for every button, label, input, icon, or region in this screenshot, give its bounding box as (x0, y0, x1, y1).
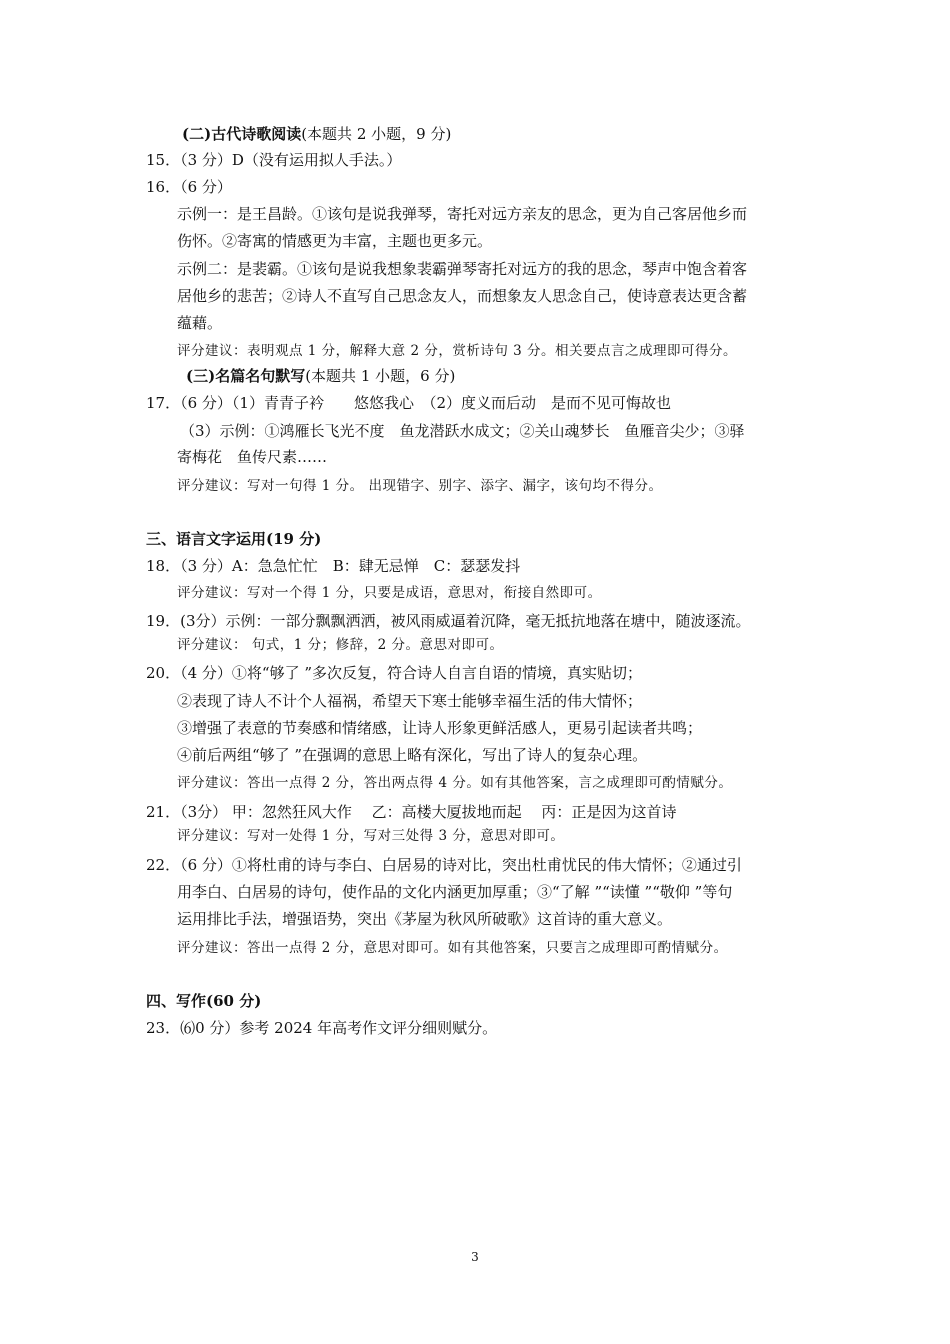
section-3-heading (186, 366, 455, 386)
q17-line2: （3）示例：①鸿雁长飞光不度 鱼龙潜跃水成文；②关山魂梦长 鱼雁音尖少；③驿 (180, 422, 745, 440)
q21-grading: 评分建议：写对一处得 1 分，写对三处得 3 分，意思对即可。 (177, 828, 565, 844)
q20-line2: ②表现了诗人不计个人福祸，希望天下寒士能够幸福生活的伟大情怀； (177, 692, 643, 710)
section-3-note: (本题共 1 小题，6 分) (305, 367, 456, 385)
page-number: 3 (471, 1250, 479, 1264)
q20-grading: 评分建议：答出一点得 2 分，答出两点得 4 分。如有其他答案，言之成理即可酌情赋分。 (177, 775, 733, 791)
q22-line1: 22．（6 分）①将杜甫的诗与李白、白居易的诗对比，突出杜甫忧民的伟大情怀；②通过引 (146, 856, 742, 874)
q17-line1: 17．（6 分）（1）青青子衿 悠悠我心 （2）度义而后动 是而不见可悔故也 (146, 394, 671, 412)
q16-example1-line1: 示例一：是王昌龄。①该句是说我弹琴，寄托对远方亲友的思念，更为自己客居他乡而 (177, 205, 748, 223)
q16-example1-line2: 伤怀。②寄寓的情感更为丰富，主题也更多元。 (177, 232, 493, 250)
q15-answer: 15．（3 分）D（没有运用拟人手法。） (146, 151, 402, 169)
section-3-title: (三)名篇名句默写 (186, 367, 306, 385)
q19-answer: 19．(3分）示例：一部分飘飘洒洒，被风雨威逼着沉降，毫无抵抗地落在塘中，随波逐流。 (146, 612, 751, 630)
q20-line1: 20．（4 分）①将“够了 ”多次反复，符合诗人自言自语的情境，真实贴切； (146, 664, 643, 682)
part-4-heading: 四、写作(60 分) (146, 992, 262, 1010)
part-3-heading: 三、语言文字运用(19 分) (146, 530, 322, 548)
q22-line2: 用李白、白居易的诗句，使作品的文化内涵更加厚重；③“了解 ”“读懂 ”“敬仰 ”等句 (177, 883, 733, 901)
q19-grading: 评分建议： 句式，1 分；修辞，2 分。意思对即可。 (177, 637, 504, 653)
q22-grading: 评分建议：答出一点得 2 分，意思对即可。如有其他答案，只要言之成理即可酌情赋分。 (177, 940, 728, 956)
section-2-title: (二)古代诗歌阅读 (182, 125, 302, 143)
section-2-heading (182, 124, 451, 144)
q20-line3: ③增强了表意的节奏感和情绪感，让诗人形象更鲜活感人，更易引起读者共鸣； (177, 719, 703, 737)
q17-line3: 寄梅花 鱼传尺素…… (177, 448, 328, 466)
q17-grading: 评分建议：写对一句得 1 分。 出现错字、别字、添字、漏字，该句均不得分。 (177, 478, 663, 494)
section-2-note: (本题共 2 小题，9 分) (301, 125, 452, 143)
q23-answer: 23．⑹0 分）参考 2024 年高考作文评分细则赋分。 (146, 1019, 498, 1037)
q16-head: 16．（6 分） (146, 178, 232, 196)
q18-grading: 评分建议：写对一个得 1 分，只要是成语，意思对，衔接自然即可。 (177, 585, 602, 601)
q22-line3: 运用排比手法，增强语势，突出《茅屋为秋风所破歌》这首诗的重大意义。 (177, 910, 673, 928)
q16-example2-line2: 居他乡的悲苦；②诗人不直写自己思念友人，而想象友人思念自己，使诗意表达更含蓄 (177, 287, 748, 305)
q18-answer: 18．（3 分）A：急急忙忙 B：肆无忌惮 C：瑟瑟发抖 (146, 557, 521, 575)
q21-answer: 21．（3分） 甲：忽然狂风大作 乙：高楼大厦拔地而起 丙：正是因为这首诗 (146, 803, 677, 821)
q16-example2-line1: 示例二：是裴霸。①该句是说我想象裴霸弹琴寄托对远方的我的思念，琴声中饱含着客 (177, 260, 748, 278)
q16-grading: 评分建议：表明观点 1 分，解释大意 2 分，赏析诗句 3 分。相关要点言之成理即可得分。 (177, 343, 738, 359)
q20-line4: ④前后两组“够了 ”在强调的意思上略有深化，写出了诗人的复杂心理。 (177, 746, 648, 764)
q16-example2-line3: 蕴藉。 (177, 314, 223, 332)
